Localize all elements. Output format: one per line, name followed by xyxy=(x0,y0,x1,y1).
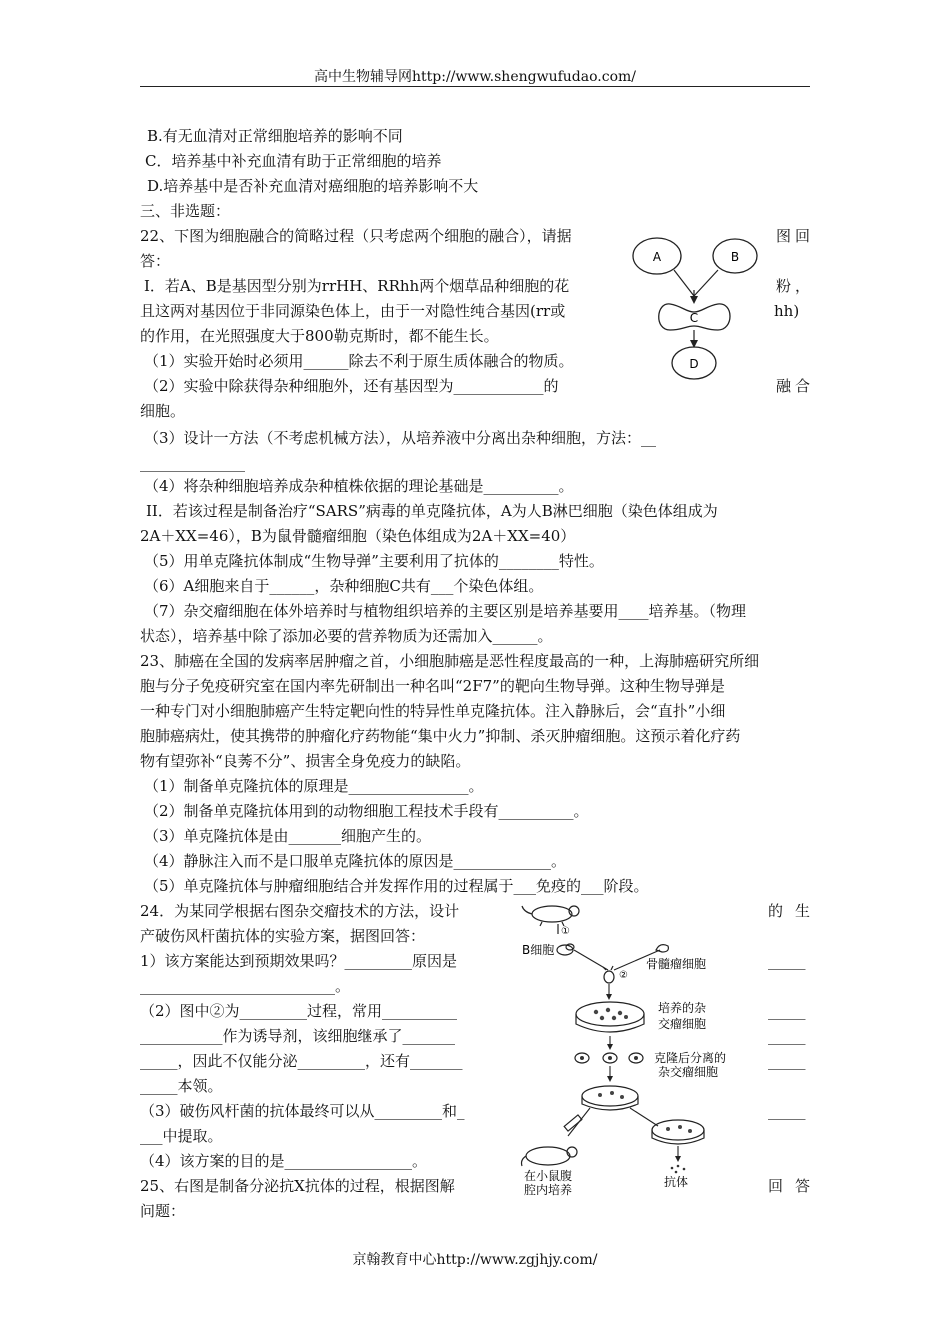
option-d: D.培养基中是否补充血清对癌细胞的培养影响不大 xyxy=(147,177,479,195)
q24-question-4: （4）该方案的目的是_________________。 xyxy=(140,1152,428,1170)
antibody-icon xyxy=(671,1165,686,1174)
q22-question-2-right: 融合 xyxy=(776,377,810,395)
q24-question-3-line-2: ___中提取。 xyxy=(140,1127,223,1145)
q25-line-1-right: 回答 xyxy=(768,1177,810,1195)
q22-part-2-line-2: 2A＋XX=46），B为鼠骨髓瘤细胞（染色体组成为2A＋XX=40） xyxy=(140,527,576,545)
q22-question-7-line-2: 状态），培养基中除了添加必要的营养物质为还需加入______。 xyxy=(140,627,553,645)
culture-dish-3 xyxy=(652,1120,704,1144)
q23-question-1: （1）制备单克隆抗体的原理是________________。 xyxy=(144,777,484,795)
q22-line-3: I．若A、B是基因型分别为rrHH、RRhh两个烟草品种细胞的花 xyxy=(144,277,570,295)
mouse-bottom xyxy=(522,1147,578,1166)
q22-line-5: 的作用，在光照强度大于800勒克斯时，都不能生长。 xyxy=(140,327,499,345)
option-c: C．培养基中补充血清有助于正常细胞的培养 xyxy=(145,152,442,170)
dish-1-cells xyxy=(594,1008,628,1020)
q25-line-2: 问题： xyxy=(140,1202,186,1220)
q22-question-6: （6）A细胞来自于______，杂种细胞C共有___个染色体组。 xyxy=(144,577,544,595)
q22-line-1: 22、下图为细胞融合的简略过程（只考虑两个细胞的融合），请据 xyxy=(140,227,572,245)
q23-question-3: （3）单克隆抗体是由_______细胞产生的。 xyxy=(144,827,432,845)
q23-question-5: （5）单克隆抗体与肿瘤细胞结合并发挥作用的过程属于___免疫的___阶段。 xyxy=(144,877,649,895)
q22-part-2: II．若该过程是制备治疗“SARS”病毒的单克隆抗体，A为人B淋巴细胞（染色体组成为 xyxy=(146,502,718,520)
q24-question-2-line-3-right: _____ xyxy=(768,1052,806,1070)
step-2-label: ② xyxy=(619,970,628,981)
q23-line-5: 物有望弥补“良莠不分”、损害全身免疫力的缺陷。 xyxy=(140,752,471,770)
cell-d-label: D xyxy=(689,357,699,371)
q24-question-2-line-4: _____本领。 xyxy=(140,1077,223,1095)
cell-a-label: A xyxy=(652,250,662,264)
q23-line-1: 23、肺癌在全国的发病率居肿瘤之首，小细胞肺癌是恶性程度最高的一种，上海肺癌研究所细 xyxy=(140,652,760,670)
q24-question-1: 1）该方案能达到预期效果吗？_________原因是 xyxy=(140,952,458,970)
mouse-label-2: 腔内培养 xyxy=(524,1183,573,1197)
q22-line-3-right: 粉， xyxy=(776,277,810,295)
syringe-icon xyxy=(564,1115,582,1131)
q24-question-3-right: _____ xyxy=(768,1102,806,1120)
q24-question-1-blank: __________________________。 xyxy=(140,977,351,995)
cell-b-label: B xyxy=(730,250,740,264)
q22-question-5: （5）用单克隆抗体制成“生物导弹”主要利用了抗体的________特性。 xyxy=(144,552,604,570)
q23-line-4: 胞肺癌病灶，使其携带的肿瘤化疗药物能“集中火力”抑制、杀灭肿瘤细胞。这预示着化疗药 xyxy=(140,727,741,745)
q22-line-4: 且这两对基因位于非同源染色体上，由于一对隐性纯合基因(rr或 xyxy=(140,302,566,320)
q23-line-2: 胞与分子免疫研究室在国内率先研制出一种名叫“2F7”的靶向生物导弹。这种生物导弹是 xyxy=(140,677,725,695)
cell-c-label: C xyxy=(689,311,699,325)
q22-line-4-right: hh) xyxy=(774,302,800,320)
header-rule xyxy=(140,86,810,87)
q24-line-2: 产破伤风杆菌抗体的实验方案，据图回答： xyxy=(140,927,426,945)
q25-line-1: 25、右图是制备分泌抗X抗体的过程，根据图解 xyxy=(140,1177,455,1195)
cell-fusion-diagram xyxy=(626,230,766,390)
q22-question-3-blank: ______________ xyxy=(140,454,245,472)
mouse-top xyxy=(522,906,579,926)
cultured-label-2: 交瘤细胞 xyxy=(658,1017,707,1031)
cloned-label-2: 杂交瘤细胞 xyxy=(658,1065,719,1079)
q24-question-1-right: _____ xyxy=(768,952,806,970)
q22-line-1-right: 图回 xyxy=(776,227,810,245)
option-b: B.有无血清对正常细胞培养的影响不同 xyxy=(147,127,403,145)
q23-question-4: （4）静脉注入而不是口服单克隆抗体的原因是_____________。 xyxy=(144,852,567,870)
page-footer: 京翰教育中心http://www.zgjhjy.com/ xyxy=(352,1252,598,1268)
q22-question-2: （2）实验中除获得杂种细胞外，还有基因型为____________的 xyxy=(144,377,559,395)
q24-line-1: 24．为某同学根据右图杂交瘤技术的方法，设计 xyxy=(140,902,460,920)
q24-question-2-line-2: ___________作为诱导剂，该细胞继承了_______ xyxy=(140,1027,456,1045)
q22-line-2: 答： xyxy=(140,252,171,270)
fused-cell-icon xyxy=(603,966,614,983)
step-1-label: ① xyxy=(561,926,570,937)
q24-question-2: （2）图中②为_________过程，常用__________ xyxy=(140,1002,458,1020)
q23-question-2: （2）制备单克隆抗体用到的动物细胞工程技术手段有__________。 xyxy=(144,802,589,820)
myeloma-label: 骨髓瘤细胞 xyxy=(646,957,707,971)
culture-dish-1 xyxy=(576,1002,644,1032)
antibody-label: 抗体 xyxy=(664,1175,689,1189)
q22-line-8: 细胞。 xyxy=(140,402,186,420)
cultured-label-1: 培养的杂 xyxy=(658,1001,707,1015)
q24-question-2-right: _____ xyxy=(768,1002,806,1020)
b-cell-label: B细胞 xyxy=(522,943,555,957)
q22-question-4: （4）将杂种细胞培养成杂种植株依据的理论基础是__________。 xyxy=(144,477,574,495)
page-header: 高中生物辅导网http://www.shengwufudao.com/ xyxy=(314,69,636,85)
q22-question-3: （3）设计一方法（不考虑机械方法），从培养液中分离出杂种细胞，方法：__ xyxy=(144,429,657,447)
myeloma-icon xyxy=(656,945,668,952)
q24-line-1-right: 的生 xyxy=(768,902,810,920)
q23-line-3: 一种专门对小细胞肺癌产生特定靶向性的特异性单克隆抗体。注入静脉后，会“直扑”小细 xyxy=(140,702,726,720)
q22-question-7: （7）杂交瘤细胞在体外培养时与植物组织培养的主要区别是培养基要用____培养基。（物理 xyxy=(144,602,747,620)
mouse-label-1: 在小鼠腹 xyxy=(524,1169,573,1183)
b-cell-icon xyxy=(557,944,574,955)
cloned-label-1: 克隆后分离的 xyxy=(654,1051,727,1065)
q24-question-2-line-3: _____，因此不仅能分泌_________，还有_______ xyxy=(140,1052,463,1070)
q24-question-2-line-2-right: _____ xyxy=(768,1027,806,1045)
culture-dish-2 xyxy=(582,1086,638,1110)
section-title: 三、非选题： xyxy=(140,202,231,220)
q22-question-1: （1）实验开始时必须用______除去不利于原生质体融合的物质。 xyxy=(144,352,574,370)
hybridoma-diagram xyxy=(518,898,766,1198)
q24-question-3: （3）破伤风杆菌的抗体最终可以从_________和_ xyxy=(140,1102,465,1120)
